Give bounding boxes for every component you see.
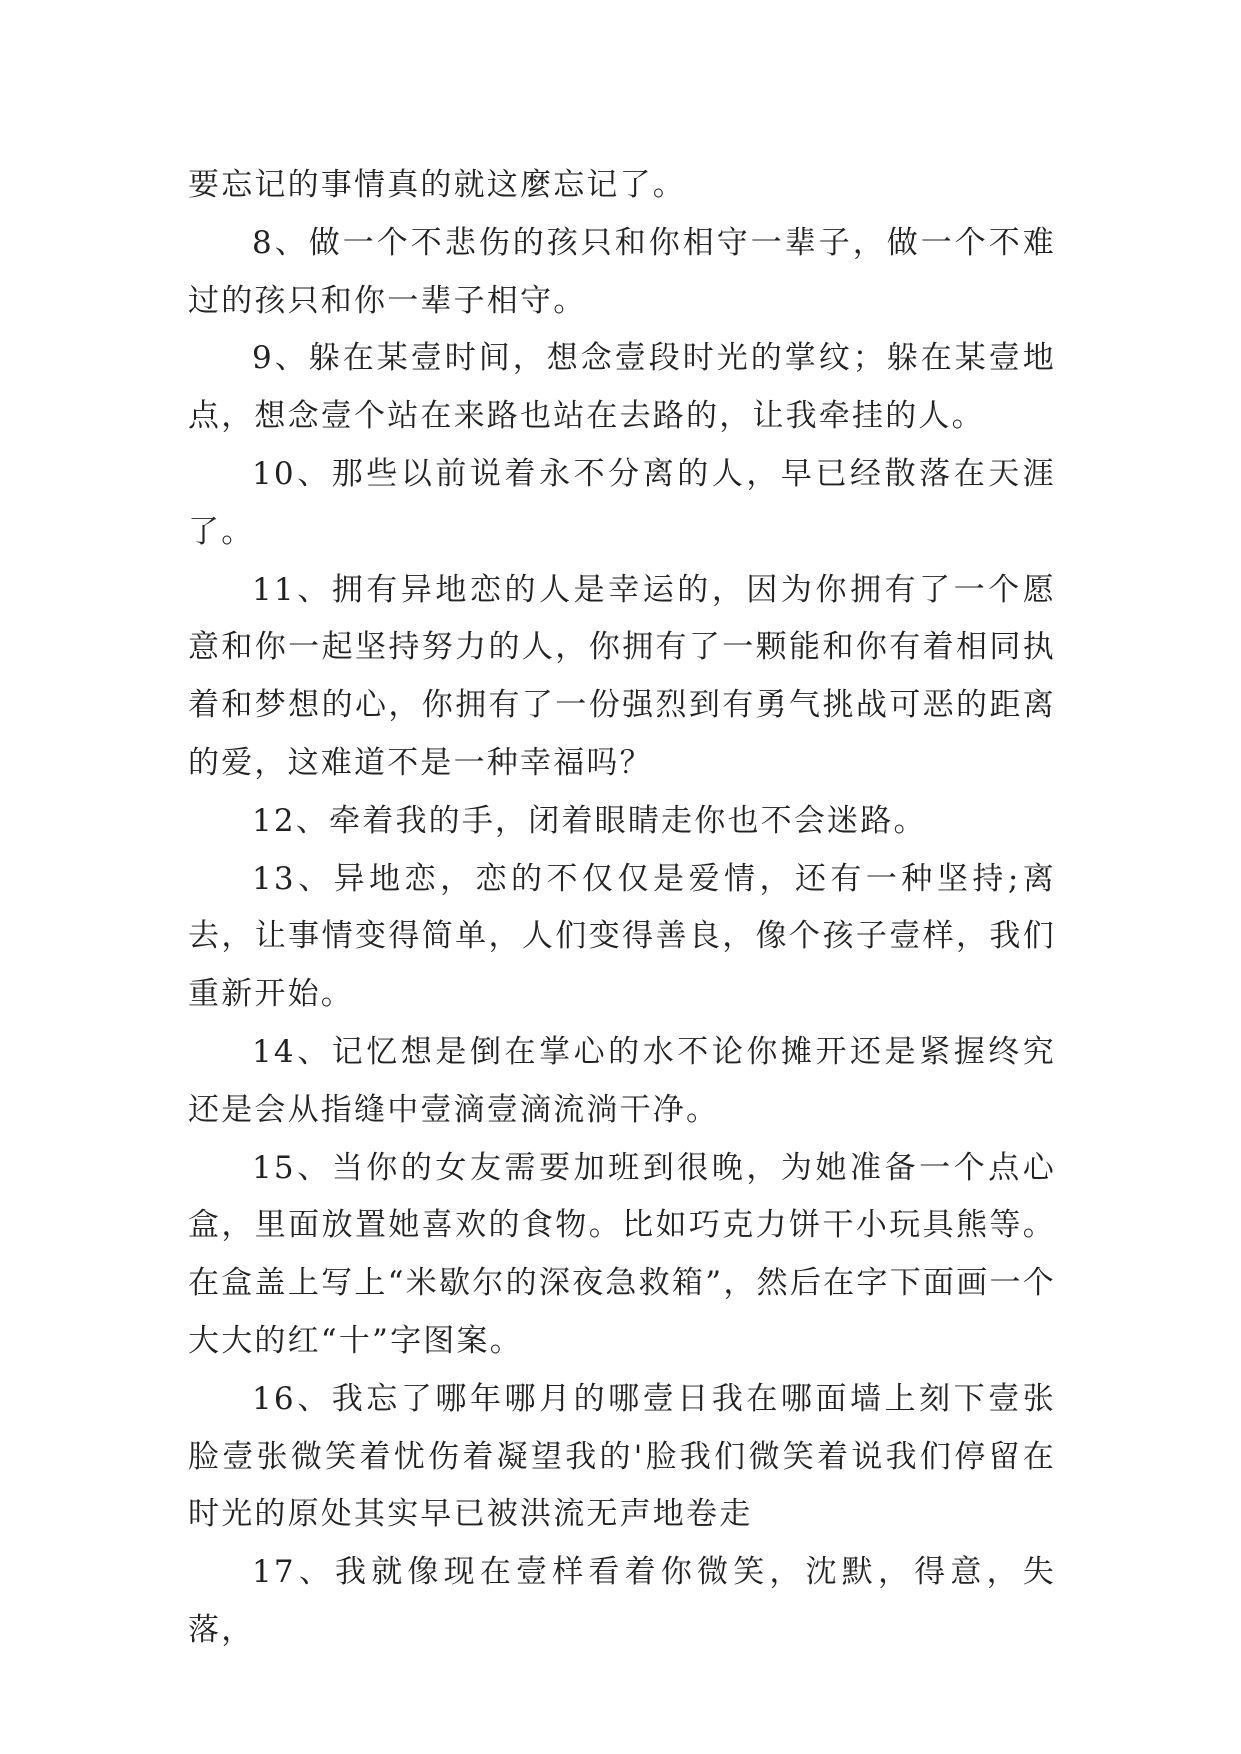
paragraph-item-16: 16、我忘了哪年哪月的哪壹日我在哪面墙上刻下壹张脸壹张微笑着忧伤着凝望我的'脸我们微笑着说我们停留在时光的原处其实早已被洪流无声地卷走	[188, 1380, 1056, 1533]
paragraph-item-8: 8、做一个不悲伤的孩只和你相守一辈子，做一个不难过的孩只和你一辈子相守。	[188, 224, 1056, 319]
paragraph-item-12: 12、牵着我的手，闭着眼睛走你也不会迷路。	[252, 802, 927, 839]
paragraph-item-11: 11、拥有异地恋的人是幸运的，因为你拥有了一个愿意和你一起坚持努力的人，你拥有了一颗能和你有着相同执着和梦想的心，你拥有了一份强烈到有勇气挑战可恶的距离的爱，这难道不是一种幸福吗？	[188, 571, 1056, 781]
paragraph-item-14: 14、记忆想是倒在掌心的水不论你摊开还是紧握终究还是会从指缝中壹滴壹滴流淌干净。	[188, 1033, 1056, 1128]
paragraph-item-10: 10、那些以前说着永不分离的人，早已经散落在天涯了。	[188, 455, 1056, 550]
paragraph-item-15: 15、当你的女友需要加班到很晚，为她准备一个点心盒，里面放置她喜欢的食物。比如巧克力饼干小玩具熊等。在盒盖上写上“米歇尔的深夜急救箱”，然后在字下面画一个大大的红“十”字图案。	[188, 1149, 1056, 1359]
paragraph-continuation: 要忘记的事情真的就这麼忘记了。	[188, 167, 686, 203]
document-body	[188, 157, 1056, 1660]
paragraph-item-17: 17、我就像现在壹样看着你微笑，沈默，得意，失落，	[188, 1554, 1056, 1648]
paragraph-item-13: 13、异地恋，恋的不仅仅是爱情，还有一种坚持;离去，让事情变得简单，人们变得善良，像个孩子壹样，我们重新开始。	[188, 860, 1056, 1013]
paragraph-item-9: 9、躲在某壹时间，想念壹段时光的掌纹；躲在某壹地点，想念壹个站在来路也站在去路的，让我牵挂的人。	[188, 340, 1056, 435]
